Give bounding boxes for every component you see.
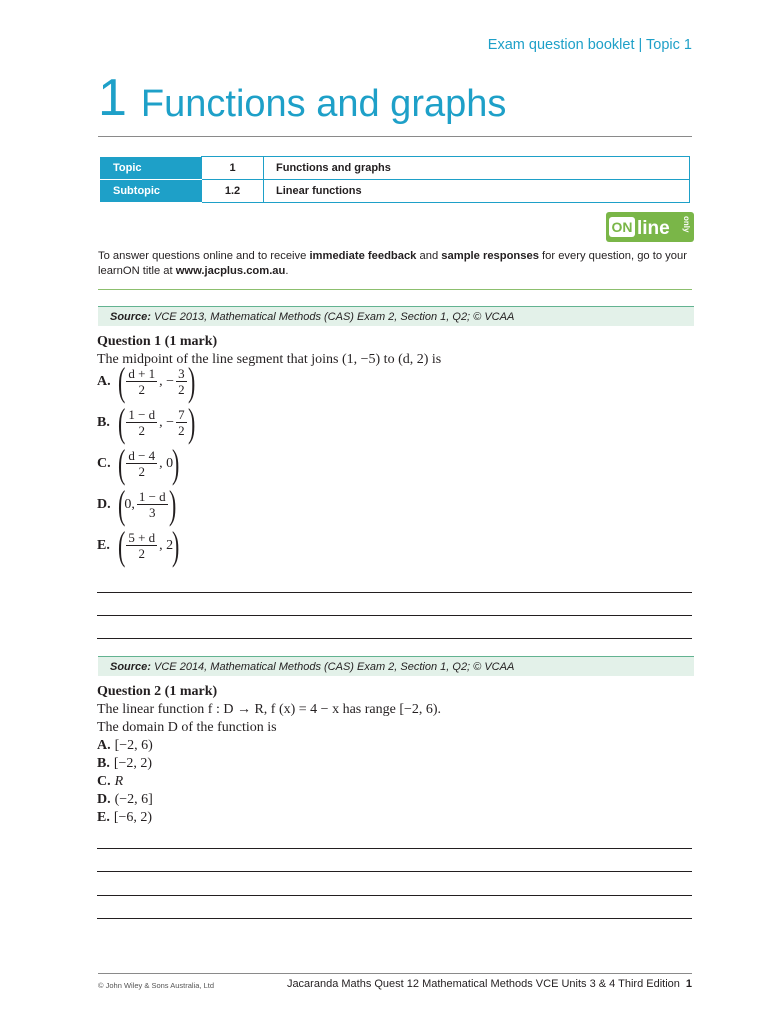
numerator: 1 − d bbox=[138, 489, 166, 504]
q2-stem-line1: The linear function f : D → R, f (x) = 4 − x has range [−2, 6). bbox=[97, 702, 442, 717]
intro-bold-responses: sample responses bbox=[441, 250, 539, 262]
option-label: B. bbox=[97, 756, 110, 771]
q1-title: Question 1 (1 mark) bbox=[97, 334, 218, 349]
denominator: 3 bbox=[149, 505, 156, 520]
q1-option-a[interactable] bbox=[97, 358, 195, 404]
denominator: 2 bbox=[178, 423, 185, 438]
subtopic-number: 1.2 bbox=[202, 180, 264, 203]
heading-divider bbox=[98, 136, 692, 137]
denominator: 2 bbox=[178, 382, 185, 397]
denominator: 2 bbox=[138, 464, 145, 479]
q2-option-c[interactable] bbox=[97, 773, 123, 791]
badge-on-text: ON bbox=[611, 219, 633, 235]
footer-divider bbox=[98, 973, 692, 974]
separator: , 0 bbox=[159, 455, 174, 471]
option-text: [−6, 2) bbox=[113, 810, 153, 825]
option-label: B. bbox=[97, 414, 110, 430]
subtopic-label: Subtopic bbox=[101, 180, 202, 203]
answer-line[interactable] bbox=[97, 871, 692, 872]
subtopic-row bbox=[101, 180, 690, 203]
separator: , − bbox=[159, 414, 175, 430]
q1-option-d[interactable] bbox=[97, 481, 177, 527]
left-paren: ( bbox=[117, 440, 126, 486]
q1-source-bar bbox=[98, 306, 694, 326]
q1-stem: The midpoint of the line segment that joins (1, −5) to (d, 2) is bbox=[97, 352, 442, 367]
numerator: d − 4 bbox=[128, 448, 156, 463]
q1-question bbox=[97, 333, 441, 369]
book-title: Jacaranda Maths Quest 12 Mathematical Methods VCE Units 3 & 4 Third Edition bbox=[286, 978, 680, 990]
answer-line[interactable] bbox=[97, 895, 692, 896]
subtopic-name: Linear functions bbox=[264, 180, 690, 203]
q1-option-c[interactable] bbox=[97, 440, 180, 486]
right-paren: ) bbox=[172, 440, 180, 486]
page-number: 1 bbox=[685, 978, 692, 990]
intro-part: and bbox=[416, 250, 442, 262]
intro-divider bbox=[98, 289, 692, 290]
topic-row bbox=[101, 157, 690, 180]
chapter-title: Functions and graphs bbox=[140, 83, 507, 125]
fraction bbox=[176, 366, 187, 397]
separator: , 2 bbox=[159, 537, 174, 553]
right-paren: ) bbox=[187, 358, 195, 404]
q2-option-d[interactable] bbox=[97, 791, 153, 809]
option-text: R bbox=[114, 774, 124, 789]
denominator: 2 bbox=[138, 382, 145, 397]
option-label: A. bbox=[97, 738, 111, 753]
intro-bold-feedback: immediate feedback bbox=[309, 250, 417, 262]
option-label: E. bbox=[97, 810, 110, 825]
answer-line[interactable] bbox=[97, 592, 692, 593]
intro-part: To answer questions online and to receive bbox=[98, 250, 310, 262]
jacplus-link[interactable]: www.jacplus.com.au bbox=[175, 265, 286, 277]
left-paren: ( bbox=[117, 481, 126, 527]
source-label: Source: bbox=[110, 661, 151, 673]
q2-stem-line2: The domain D of the function is bbox=[97, 720, 277, 735]
topic-label: Topic bbox=[101, 157, 202, 180]
source-text: VCE 2014, Mathematical Methods (CAS) Exam 2, Section 1, Q2; © VCAA bbox=[154, 661, 515, 673]
option-label: A. bbox=[97, 373, 111, 389]
fraction bbox=[126, 366, 157, 397]
badge-only-text: only bbox=[682, 216, 691, 233]
numerator: d + 1 bbox=[128, 366, 156, 381]
option-text: (−2, 6] bbox=[114, 792, 153, 807]
answer-line[interactable] bbox=[97, 615, 692, 616]
source-label: Source: bbox=[110, 311, 151, 323]
chapter-heading bbox=[98, 68, 506, 140]
chapter-number: 1 bbox=[98, 69, 127, 127]
left-paren: ( bbox=[117, 399, 126, 445]
intro-text bbox=[98, 249, 694, 279]
badge-line-text: line bbox=[637, 218, 670, 239]
option-text: [−2, 6) bbox=[114, 738, 153, 753]
q2-option-a[interactable] bbox=[97, 737, 153, 755]
answer-line[interactable] bbox=[97, 848, 692, 849]
right-paren: ) bbox=[172, 522, 180, 568]
fraction bbox=[126, 407, 157, 438]
online-only-badge[interactable] bbox=[606, 212, 694, 242]
option-label: E. bbox=[97, 537, 110, 553]
answer-line[interactable] bbox=[97, 638, 692, 639]
footer-book-title bbox=[287, 978, 692, 990]
header-booklet-tag: Exam question booklet | Topic 1 bbox=[487, 37, 692, 53]
q2-question bbox=[97, 683, 441, 737]
denominator: 2 bbox=[138, 423, 145, 438]
fraction bbox=[126, 530, 157, 561]
fraction bbox=[176, 407, 187, 438]
intro-part: . bbox=[285, 265, 289, 277]
option-label: C. bbox=[97, 455, 111, 471]
q2-source-bar bbox=[98, 656, 694, 676]
numerator: 5 + d bbox=[128, 530, 156, 545]
fraction bbox=[137, 489, 168, 520]
numerator: 7 bbox=[178, 407, 185, 422]
separator: , − bbox=[159, 373, 175, 389]
source-text: VCE 2013, Mathematical Methods (CAS) Exam 2, Section 1, Q2; © VCAA bbox=[154, 311, 515, 323]
right-paren: ) bbox=[168, 481, 177, 527]
q2-option-b[interactable] bbox=[97, 755, 152, 773]
topic-number: 1 bbox=[202, 157, 264, 180]
denominator: 2 bbox=[138, 546, 145, 561]
q2-title: Question 2 (1 mark) bbox=[97, 684, 218, 699]
left-paren: ( bbox=[117, 522, 126, 568]
q1-option-e[interactable] bbox=[97, 522, 180, 568]
option-label: D. bbox=[97, 792, 111, 807]
option-label: C. bbox=[97, 774, 111, 789]
intro-part: for every question, go to your learnON title at bbox=[98, 250, 687, 277]
right-paren: ) bbox=[187, 399, 195, 445]
numerator: 1 − d bbox=[128, 407, 156, 422]
topic-table bbox=[100, 156, 690, 203]
copyright: © John Wiley & Sons Australia, Ltd bbox=[98, 981, 214, 990]
option-text: [−2, 2) bbox=[113, 756, 153, 771]
left-paren: ( bbox=[117, 358, 126, 404]
fraction bbox=[126, 448, 157, 479]
option-label: D. bbox=[97, 496, 111, 512]
numerator: 3 bbox=[178, 366, 185, 381]
q2-option-e[interactable] bbox=[97, 809, 152, 827]
prefix: 0, bbox=[124, 496, 135, 512]
q1-option-b[interactable] bbox=[97, 399, 195, 445]
answer-line[interactable] bbox=[97, 918, 692, 919]
topic-name: Functions and graphs bbox=[264, 157, 690, 180]
